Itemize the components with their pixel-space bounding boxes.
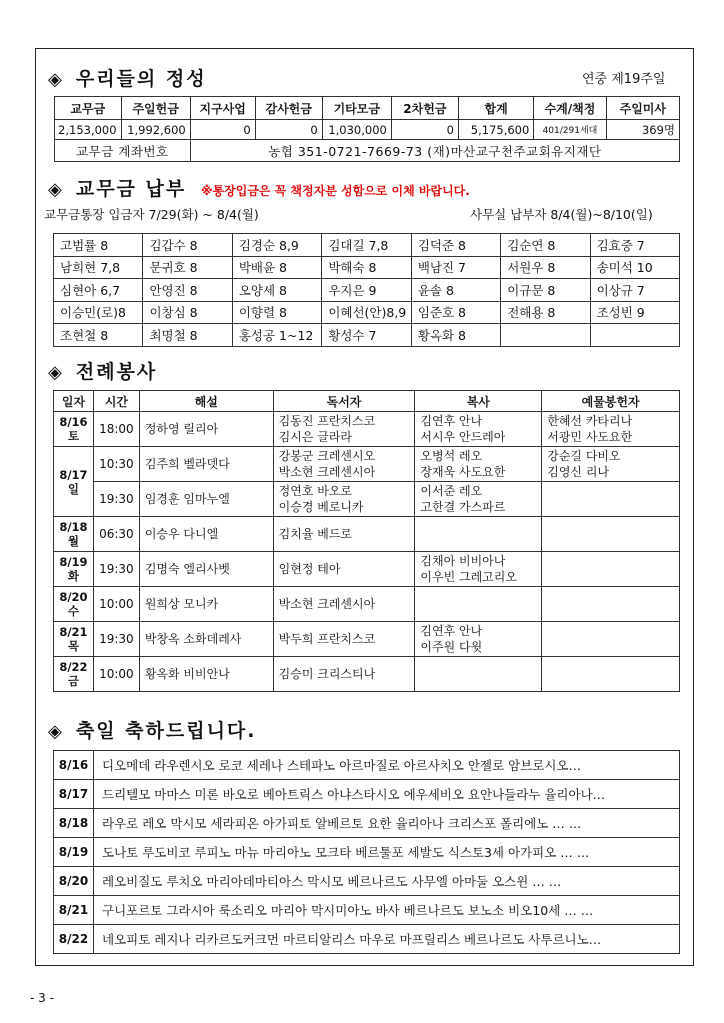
bank-period: 교무금통장 입금자 7/29(화) ~ 8/4(월) [44,207,259,222]
feast-row [54,867,680,896]
service-server [415,517,542,552]
service-table [53,390,680,692]
service-reader [273,412,415,447]
diamond-bullet-icon: ◈ [48,721,64,742]
feast-names: 디오메데 라우렌시오 로코 세레나 스테파노 아르마질로 아르사치오 안젤로 암브로시오… [94,751,680,780]
feast-row [54,896,680,925]
offering-value: 5,175,600 [458,120,533,140]
dues-cell: 이향렬 8 [232,301,322,324]
dues-row [54,279,680,302]
service-date: 8/21 [59,625,88,639]
service-reader-name: 김치율 베드로 [278,527,353,541]
feast-date: 8/22 [54,925,94,954]
dues-cell: 이혜선(안)8,9 [322,301,412,324]
dues-cell: 남희현 7,8 [54,256,143,279]
dues-cell: 오양세 8 [232,279,322,302]
service-server-name: 서시우 안드레아 [420,430,506,444]
service-reader-name: 김승미 크리스티나 [278,667,376,681]
service-header: 일자 [54,391,94,412]
service-reader-name: 이승경 베로니카 [278,500,364,514]
dues-row [54,301,680,324]
dues-cell: 이규문 8 [501,279,590,302]
offering-header: 수계/책정 [534,97,606,120]
dues-cell: 김대길 7,8 [322,234,412,257]
service-time: 10:00 [93,657,139,692]
service-server-name: 김채아 비비아나 [420,554,506,568]
service-server-name: 이주원 다윗 [420,640,483,654]
service-reader-name: 박소현 크레센시아 [278,597,376,611]
service-gift [542,552,680,587]
service-server-name: 김연후 안나 [420,624,483,638]
service-day [54,412,94,447]
offering-value: 1,030,000 [322,120,391,140]
service-weekday: 토 [67,429,80,443]
feast-names: 레오비질도 루치오 마리아데마티아스 막시모 베르나르도 사무엘 아마둘 오스윈 … … [94,867,680,896]
feast-table [53,750,680,954]
page-number: - 3 - [30,991,54,1005]
diamond-bullet-icon: ◈ [48,69,64,90]
dues-cell: 서원우 8 [501,256,590,279]
dues-cell [501,324,590,347]
offering-value: 0 [255,120,322,140]
feast-date: 8/17 [54,780,94,809]
service-server-name: 이우빈 그레고리오 [420,570,517,584]
dues-cell: 윤솔 8 [411,279,500,302]
service-date: 8/17 [59,467,88,482]
offering-value: 1,992,600 [121,120,190,140]
dues-cell: 안영진 8 [143,279,232,302]
dues-table [53,233,680,347]
service-weekday: 화 [67,569,80,583]
service-row [54,447,680,482]
dues-cell: 이창심 8 [143,301,232,324]
diamond-bullet-icon: ◈ [48,362,64,383]
service-day [54,657,94,692]
offering-header: 2차헌금 [391,97,458,120]
feast-names: 라우로 레오 막시모 세라피온 아가피토 알베르토 요한 율리아나 크리스포 폴리에노 … … [94,809,680,838]
service-reader [273,587,415,622]
service-row [54,587,680,622]
feast-row [54,925,680,954]
dues-cell: 송미석 10 [590,256,679,279]
service-weekday: 수 [67,604,80,618]
account-row [55,140,680,162]
offering-value-row [55,120,680,140]
dues-cell: 심현아 6,7 [54,279,143,302]
service-reader [273,482,415,517]
feast-names: 드리텔모 마마스 미론 바오로 베아트릭스 아냐스타시오 에우세비오 요안나들라누 율리아나… [94,780,680,809]
offering-table [54,96,680,162]
feast-row [54,838,680,867]
service-weekday: 금 [67,674,80,688]
dues-cell: 박배윤 8 [232,256,322,279]
account-label: 교무금 계좌번호 [55,140,191,162]
dues-cell: 전해용 8 [501,301,590,324]
service-time: 19:30 [93,552,139,587]
service-date: 8/16 [59,415,88,429]
offering-header: 지구사업 [190,97,255,120]
service-reader-name: 김시은 글라라 [278,430,353,444]
service-header: 복사 [415,391,542,412]
offering-value: 0 [190,120,255,140]
service-commentator: 박창옥 소화데레사 [139,622,273,657]
offering-header: 교무금 [55,97,122,120]
service-commentator: 이승우 다니엘 [139,517,273,552]
service-date: 8/19 [59,555,88,569]
service-reader [273,622,415,657]
service-weekday: 일 [67,481,80,496]
service-gift-name: 김영신 리나 [547,465,610,479]
service-server-name: 고한결 가스파르 [420,500,506,514]
dues-cell: 이승민(로)8 [54,301,143,324]
service-date: 8/18 [59,520,88,534]
offering-header: 주일미사 [606,97,679,120]
service-gift-name: 한혜선 카타리나 [547,414,633,428]
dues-cell: 박해숙 8 [322,256,412,279]
service-reader-name: 박두희 프란치스코 [278,632,376,646]
feast-date: 8/19 [54,838,94,867]
dues-cell: 김순연 8 [501,234,590,257]
service-gift [542,657,680,692]
dues-row [54,256,680,279]
dues-row [54,234,680,257]
service-header: 해설 [139,391,273,412]
service-row [54,482,680,517]
dues-notice: ※통장입금은 꼭 책정자분 성함으로 이체 바랍니다. [200,184,470,198]
service-server [415,447,542,482]
dues-cell: 김덕준 8 [411,234,500,257]
service-reader [273,657,415,692]
service-server [415,587,542,622]
service-row [54,552,680,587]
service-gift [542,517,680,552]
service-server [415,657,542,692]
service-reader [273,447,415,482]
service-time: 06:30 [93,517,139,552]
service-gift [542,412,680,447]
offering-value: 401/291세대 [534,120,606,140]
diamond-bullet-icon: ◈ [48,179,64,200]
service-section-title: ◈ 전례봉사 [48,361,158,383]
service-row [54,412,680,447]
service-day [54,622,94,657]
dues-cell: 최명철 8 [143,324,232,347]
offering-header: 합계 [458,97,533,120]
feast-section-title: ◈ 축일 축하드립니다. [48,720,257,742]
offering-header: 기타모금 [322,97,391,120]
feast-names: 도나토 루도비코 루피노 마뉴 마리아노 모크타 베르툴포 세발도 식스토3세 아가피오 … … [94,838,680,867]
service-time: 18:00 [93,412,139,447]
service-reader-name: 박소현 크레센시아 [278,465,376,479]
offering-value: 2,153,000 [55,120,122,140]
feast-date: 8/18 [54,809,94,838]
service-header: 시간 [93,391,139,412]
service-row [54,622,680,657]
dues-cell: 김경순 8,9 [232,234,322,257]
service-row [54,517,680,552]
liturgical-week: 연중 제19주일 [582,72,666,87]
service-server [415,622,542,657]
service-commentator: 황옥화 비비안나 [139,657,273,692]
feast-date: 8/20 [54,867,94,896]
dues-section-title: ◈ 교무금 납부 ※통장입금은 꼭 책정자분 성함으로 이체 바랍니다. [48,178,470,200]
offering-value: 369명 [606,120,679,140]
service-reader-name: 김동진 프란치스코 [278,414,376,428]
dues-cell: 고범률 8 [54,234,143,257]
dues-cell: 조성빈 9 [590,301,679,324]
dues-cell: 김갑수 8 [143,234,232,257]
offering-header: 주일헌금 [121,97,190,120]
offering-section-title: ◈ 우리들의 정성 [48,68,207,90]
service-gift [542,587,680,622]
dues-cell: 황성수 7 [322,324,412,347]
service-day [54,517,94,552]
service-day [54,447,94,517]
service-day [54,552,94,587]
dues-cell: 백남진 7 [411,256,500,279]
service-server-name: 김연후 안나 [420,414,483,428]
service-date: 8/22 [59,660,88,674]
service-reader-name: 강봉군 크레센시오 [278,449,376,463]
service-time: 10:00 [93,587,139,622]
dues-cell: 황옥화 8 [411,324,500,347]
service-server-name: 오병석 레오 [420,449,483,463]
feast-row [54,809,680,838]
service-header: 독서자 [273,391,415,412]
offering-value: 0 [391,120,458,140]
service-row [54,657,680,692]
service-day [54,587,94,622]
service-header: 예물봉헌자 [542,391,680,412]
feast-date: 8/16 [54,751,94,780]
feast-date: 8/21 [54,896,94,925]
service-server [415,552,542,587]
feast-table-body [54,751,680,954]
dues-cell: 문귀호 8 [143,256,232,279]
service-server [415,412,542,447]
service-server-name: 장재욱 사도요한 [420,465,506,479]
dues-cell [590,324,679,347]
service-weekday: 월 [67,534,80,548]
office-period: 사무실 납부자 8/4(월)~8/10(일) [470,207,653,222]
service-commentator: 정하영 릴리아 [139,412,273,447]
service-gift [542,447,680,482]
service-commentator: 김명숙 엘리사벳 [139,552,273,587]
feast-row [54,751,680,780]
offering-header: 감사헌금 [255,97,322,120]
service-gift [542,622,680,657]
dues-cell: 홍성공 1~12 [232,324,322,347]
service-gift-name: 강순길 다비오 [547,449,621,463]
offering-header-row [55,97,680,120]
service-gift-name: 서광민 사도요한 [547,430,633,444]
service-table-body [54,412,680,692]
service-header-row [54,391,680,412]
service-server-name: 이서준 레오 [420,484,483,498]
dues-table-body [54,234,680,347]
account-value: 농협 351-0721-7669-73 (재)마산교구천주교회유지재단 [190,140,679,162]
feast-names: 네오피토 레지나 리카르도커크먼 마르티알리스 마우로 마프릴리스 베르나르도 사투르니노… [94,925,680,954]
service-commentator: 임경훈 임마누엘 [139,482,273,517]
feast-names: 구니포르토 그라시아 룩소리오 마리아 막시미아노 바사 베르나르도 보노소 비오10세 … … [94,896,680,925]
feast-row [54,780,680,809]
service-reader [273,552,415,587]
service-server [415,482,542,517]
service-date: 8/20 [59,590,88,604]
service-time: 19:30 [93,622,139,657]
dues-row [54,324,680,347]
dues-cell: 우지은 9 [322,279,412,302]
dues-cell: 이상규 7 [590,279,679,302]
service-time: 10:30 [93,447,139,482]
dues-cell: 임준호 8 [411,301,500,324]
dues-cell: 김효중 7 [590,234,679,257]
service-gift [542,482,680,517]
service-time: 19:30 [93,482,139,517]
service-weekday: 목 [67,639,80,653]
service-commentator: 원희상 모니카 [139,587,273,622]
service-reader [273,517,415,552]
service-commentator: 김주희 벨라뎃다 [139,447,273,482]
dues-cell: 조현철 8 [54,324,143,347]
service-reader-name: 임현정 테아 [278,562,341,576]
service-reader-name: 정연호 바오로 [278,484,353,498]
